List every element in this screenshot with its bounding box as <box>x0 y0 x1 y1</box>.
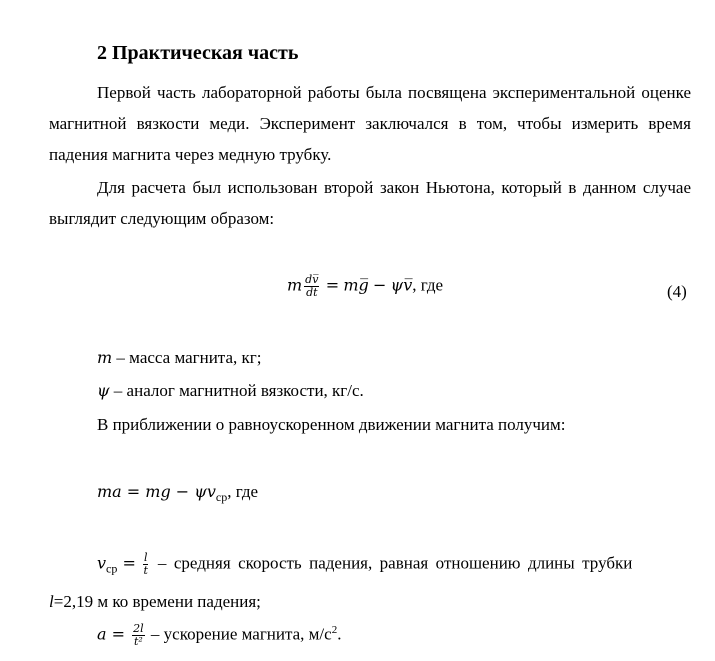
paragraph-newton-law: Для расчета был использован второй закон Ньютона, который в данном случае выглядит следующим образом: <box>49 178 691 228</box>
eq-gravity-term: mg̅ <box>343 275 369 295</box>
paragraph-approximation: В приближении о равноускоренном движении магнита получим: <box>97 415 566 434</box>
definition-psi-symbol: ψ <box>97 381 110 400</box>
eq-where: , где <box>412 275 444 295</box>
definition-average-speed <box>97 552 691 577</box>
paragraph-intro: Первой часть лабораторной работы была посвящена экспериментальной оценке магнитной вязкости меди. Эксперимент заключался в том, чтобы измерить время падения магнита через медную трубку. <box>49 83 691 164</box>
eq-derivative-denominator: dt <box>306 286 318 299</box>
vcp-symbol: v <box>97 553 107 573</box>
equation-number: (4) <box>667 282 687 301</box>
vcp-numerator: l <box>143 551 148 564</box>
acc-symbol: a <box>97 624 107 644</box>
acc-numerator: 2l <box>133 622 144 635</box>
eq-derivative-fraction <box>304 274 319 299</box>
section-heading: 2 Практическая часть <box>97 42 299 64</box>
acc-unit-power: 2 <box>331 623 338 636</box>
eq-mass-symbol: m <box>287 275 303 295</box>
acc-end: . <box>337 624 342 644</box>
definition-psi <box>97 381 364 401</box>
eq2-subscript: ср <box>215 490 228 504</box>
tube-length-text: =2,19 м ко времени падения; <box>53 592 261 611</box>
definition-mass <box>97 348 261 368</box>
definition-psi-text: – аналог магнитной вязкости, кг/с. <box>109 381 364 400</box>
equation-acceleration <box>97 482 258 505</box>
eq2-where: , где <box>227 482 259 501</box>
acc-fraction <box>132 623 145 648</box>
definition-mass-symbol: m <box>97 348 113 367</box>
acc-equals: = <box>106 624 131 644</box>
eq2-expression: ma = mg − ψv <box>97 482 216 501</box>
vcp-fraction <box>143 552 149 577</box>
definition-acceleration <box>97 623 341 648</box>
vcp-equals: = <box>117 553 141 573</box>
vcp-denominator: t <box>143 564 148 577</box>
acc-denominator: t² <box>133 635 143 648</box>
eq-equals: = <box>325 275 340 295</box>
vcp-text: – средняя скорость падения, равная отношению длины трубки <box>150 553 633 573</box>
tube-length-symbol: l <box>49 592 54 611</box>
equation-4 <box>287 274 443 299</box>
eq-derivative-numerator: dv̅ <box>305 273 319 286</box>
eq-viscous-term: ψv̅ <box>390 275 413 295</box>
definition-average-speed-cont <box>49 592 261 612</box>
vcp-subscript: ср <box>106 561 118 576</box>
acc-text: – ускорение магнита, м/с <box>146 624 332 644</box>
eq-minus: − <box>373 275 387 295</box>
definition-mass-text: – масса магнита, кг; <box>112 348 262 367</box>
